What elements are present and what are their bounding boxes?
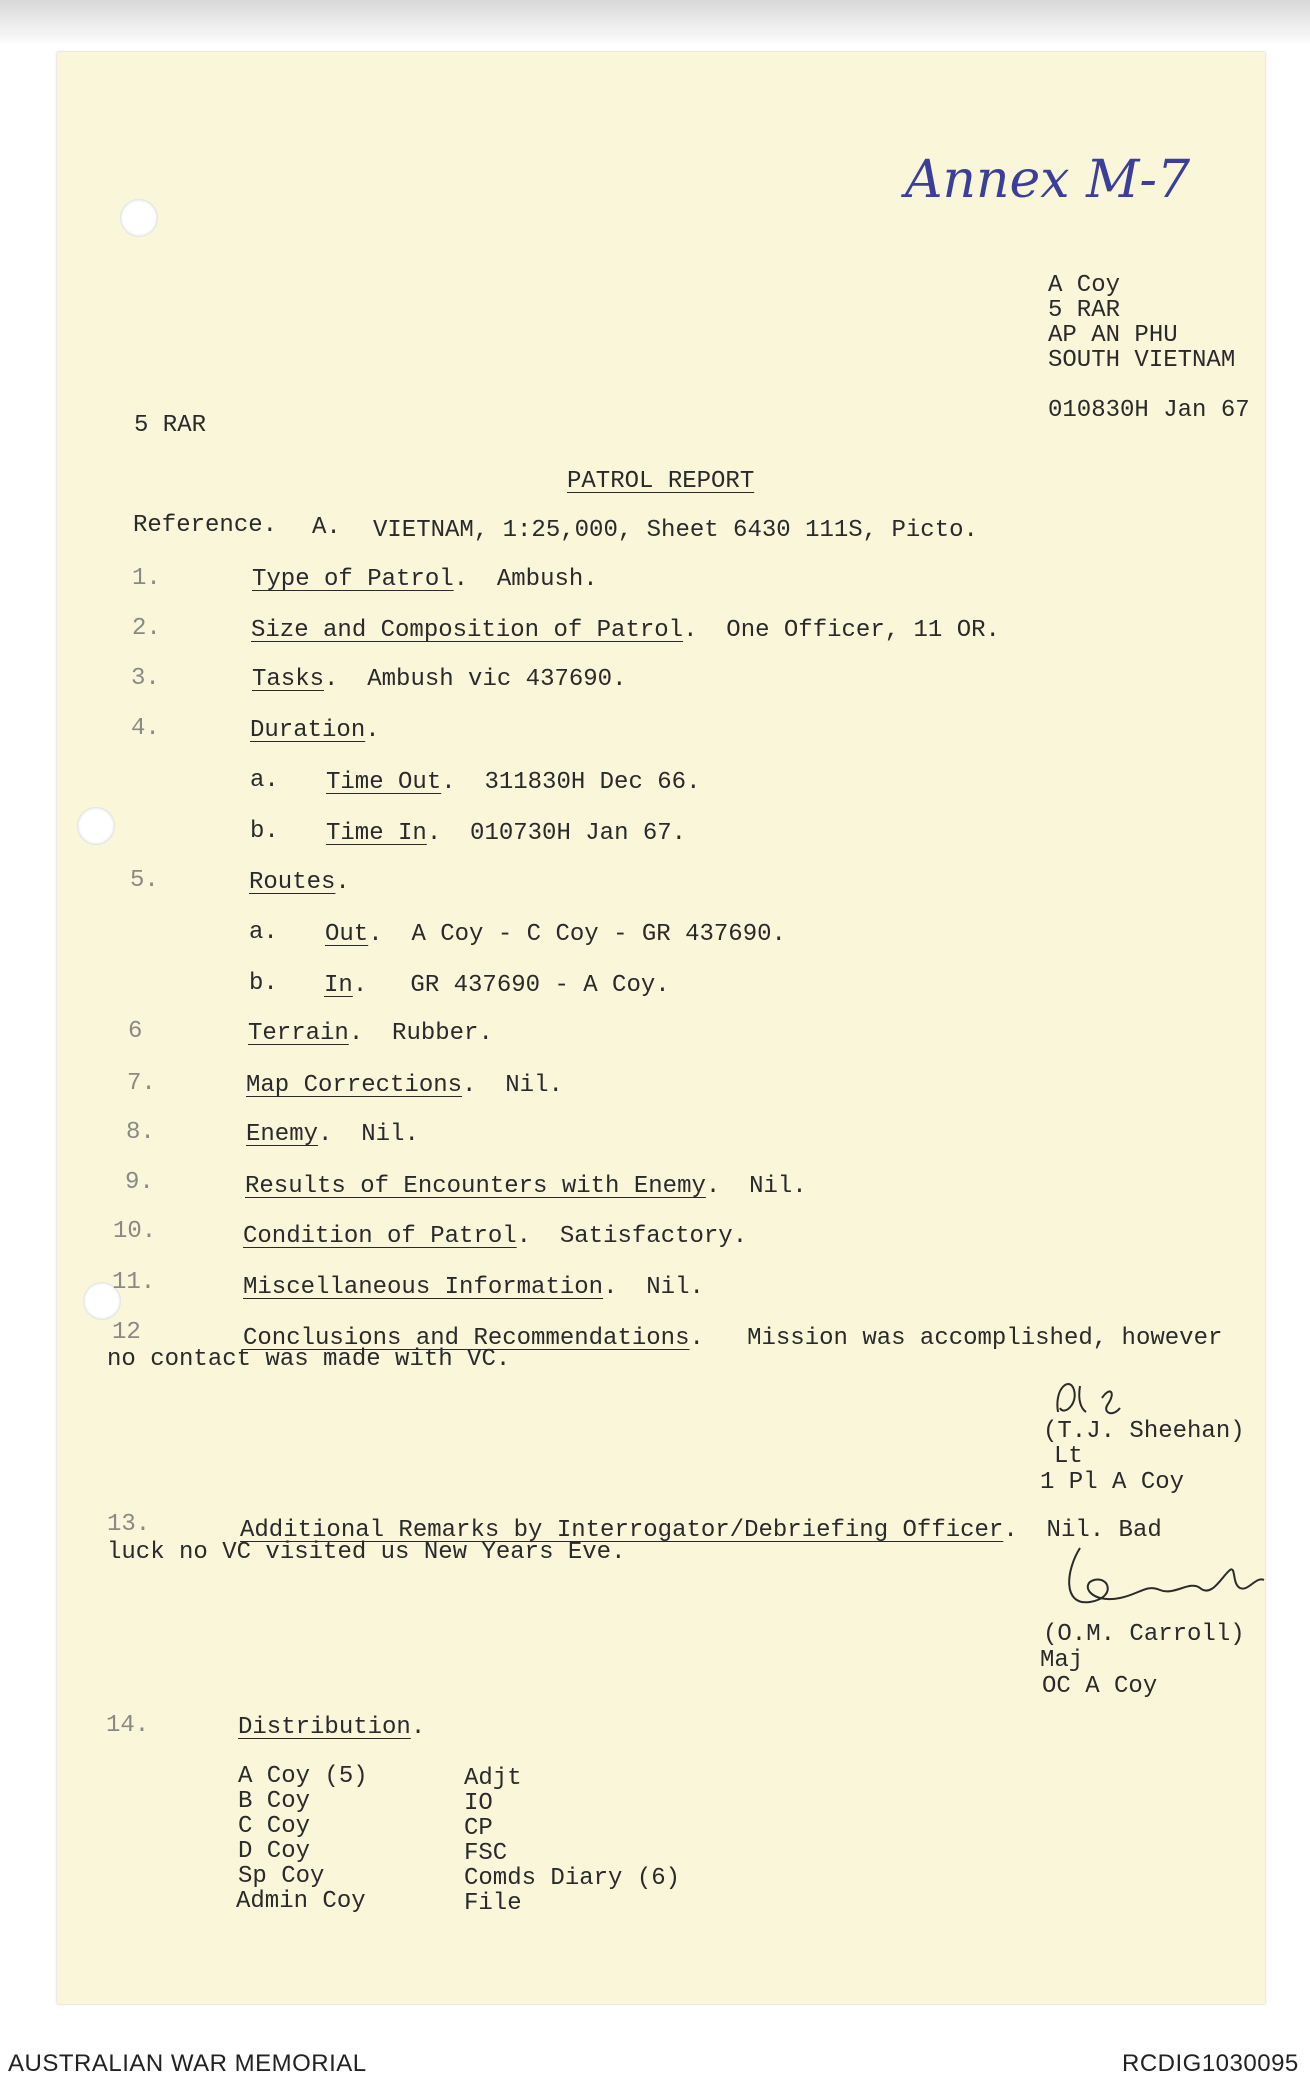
- item-line: Type of Patrol. Ambush.: [252, 566, 598, 593]
- item-line: Time In. 010730H Jan 67.: [326, 820, 687, 847]
- sub-item-letter: b.: [249, 970, 278, 997]
- item-continuation: no contact was made with VC.: [107, 1346, 511, 1373]
- item-heading: Terrain: [248, 1020, 349, 1047]
- signatory-unit: OC A Coy: [1042, 1673, 1158, 1700]
- item-line: Terrain. Rubber.: [248, 1020, 493, 1047]
- item-line: Distribution.: [238, 1714, 426, 1741]
- item-line: Additional Remarks by Interrogator/Debriefing Officer. Nil. Bad: [240, 1517, 1162, 1544]
- sender-line: AP AN PHU: [1048, 322, 1178, 349]
- addressee: 5 RAR: [134, 412, 207, 439]
- item-text: Ambush vic 437690.: [367, 666, 627, 693]
- signatory-name: (O.M. Carroll): [1043, 1621, 1245, 1648]
- item-heading: In: [324, 972, 353, 999]
- item-text: Nil. Bad: [1046, 1517, 1162, 1544]
- item-number: 11.: [112, 1269, 156, 1296]
- distribution-entry: Adjt: [464, 1765, 522, 1792]
- reference-label: Reference.: [133, 512, 278, 539]
- distribution-entry: Admin Coy: [236, 1888, 366, 1915]
- item-heading: Tasks: [252, 666, 325, 693]
- item-text: Rubber.: [392, 1020, 493, 1047]
- handwritten-annex-label: Annex M-7: [905, 150, 1191, 210]
- item-heading: Results of Encounters with Enemy: [245, 1173, 706, 1200]
- item-line: In. GR 437690 - A Coy.: [324, 972, 670, 999]
- signatory-rank: Lt: [1054, 1443, 1083, 1470]
- item-heading: Duration: [250, 717, 366, 744]
- item-line: Size and Composition of Patrol. One Officer, 11 OR.: [251, 617, 1000, 644]
- sub-item-letter: b.: [250, 818, 279, 845]
- item-line: Enemy. Nil.: [246, 1121, 419, 1148]
- item-heading: Conclusions and Recommendations: [243, 1325, 690, 1352]
- item-number: 2.: [132, 615, 161, 642]
- distribution-entry: Comds Diary (6): [464, 1865, 681, 1892]
- item-line: Tasks. Ambush vic 437690.: [252, 666, 627, 693]
- item-heading: Distribution: [238, 1714, 411, 1741]
- item-heading: Condition of Patrol: [243, 1223, 517, 1250]
- item-number: 7.: [127, 1070, 156, 1097]
- item-heading: Size and Composition of Patrol: [251, 617, 684, 644]
- reference-mark: A.: [312, 514, 341, 541]
- item-text: GR 437690 - A Coy.: [410, 972, 670, 999]
- punch-hole-top: [120, 199, 158, 237]
- item-line: Routes.: [249, 869, 350, 896]
- item-heading: Miscellaneous Information: [243, 1274, 604, 1301]
- distribution-entry: File: [464, 1890, 522, 1917]
- item-line: Condition of Patrol. Satisfactory.: [243, 1223, 748, 1250]
- footer-record-id: RCDIG1030095: [1122, 2050, 1299, 2077]
- item-number: 3.: [131, 665, 160, 692]
- item-number: 14.: [106, 1712, 150, 1739]
- item-number: 10.: [113, 1218, 157, 1245]
- date-time-group: 010830H Jan 67: [1048, 397, 1250, 424]
- item-continuation: luck no VC visited us New Years Eve.: [107, 1539, 626, 1566]
- distribution-entry: B Coy: [238, 1788, 311, 1815]
- signatory-rank: Maj: [1040, 1647, 1084, 1674]
- item-text: 010730H Jan 67.: [470, 820, 687, 847]
- item-heading: Out: [325, 921, 369, 948]
- item-heading: Type of Patrol: [252, 566, 454, 593]
- item-text: 311830H Dec 66.: [484, 769, 701, 796]
- distribution-entry: FSC: [464, 1840, 508, 1867]
- item-number: 1.: [132, 565, 161, 592]
- distribution-entry: CP: [464, 1815, 493, 1842]
- item-number: 6: [128, 1018, 143, 1045]
- item-heading: Map Corrections: [246, 1072, 463, 1099]
- item-text: Nil.: [505, 1072, 563, 1099]
- item-line: Miscellaneous Information. Nil.: [243, 1274, 704, 1301]
- item-number: 5.: [130, 867, 159, 894]
- item-number: 13.: [107, 1511, 151, 1538]
- signature-carroll: [1050, 1540, 1270, 1620]
- item-line: Time Out. 311830H Dec 66.: [326, 769, 701, 796]
- sub-item-letter: a.: [249, 919, 278, 946]
- item-line: Duration.: [250, 717, 380, 744]
- item-line: Conclusions and Recommendations. Mission was accomplished, however: [243, 1325, 1223, 1352]
- distribution-entry: Sp Coy: [238, 1863, 325, 1890]
- item-text: Ambush.: [496, 566, 598, 593]
- signatory-name: (T.J. Sheehan): [1043, 1418, 1245, 1445]
- viewer-top-band: [0, 0, 1310, 46]
- reference-text: VIETNAM, 1:25,000, Sheet 6430 111S, Picto.: [373, 517, 978, 544]
- distribution-entry: C Coy: [238, 1813, 311, 1840]
- item-heading: Time In: [326, 820, 427, 847]
- distribution-entry: IO: [464, 1790, 493, 1817]
- item-heading: Additional Remarks by Interrogator/Debriefing Officer: [240, 1517, 1004, 1544]
- footer-institution: AUSTRALIAN WAR MEMORIAL: [8, 2050, 367, 2077]
- signatory-unit: 1 Pl A Coy: [1040, 1469, 1185, 1496]
- item-heading: Time Out: [326, 769, 442, 796]
- sub-item-letter: a.: [250, 767, 279, 794]
- document-title: PATROL REPORT: [567, 468, 755, 495]
- sender-line: 5 RAR: [1048, 297, 1121, 324]
- sender-line: SOUTH VIETNAM: [1048, 347, 1236, 374]
- distribution-entry: D Coy: [238, 1838, 311, 1865]
- item-line: Map Corrections. Nil.: [246, 1072, 563, 1099]
- item-line: Out. A Coy - C Coy - GR 437690.: [325, 921, 786, 948]
- item-number: 8.: [126, 1119, 155, 1146]
- item-text: Nil.: [646, 1274, 704, 1301]
- item-heading: Enemy: [246, 1121, 319, 1148]
- item-line: Results of Encounters with Enemy. Nil.: [245, 1173, 807, 1200]
- item-text: Mission was accomplished, however: [747, 1325, 1223, 1352]
- item-text: Nil.: [361, 1121, 419, 1148]
- item-text: A Coy - C Coy - GR 437690.: [411, 921, 786, 948]
- item-text: Satisfactory.: [559, 1223, 748, 1250]
- distribution-entry: A Coy (5): [238, 1763, 368, 1790]
- item-number: 12: [112, 1319, 141, 1346]
- punch-hole-middle: [77, 807, 115, 845]
- item-number: 4.: [131, 715, 160, 742]
- signature-sheehan: [1050, 1368, 1150, 1423]
- item-text: One Officer, 11 OR.: [726, 617, 1000, 644]
- item-heading: Routes: [249, 869, 336, 896]
- item-number: 9.: [125, 1169, 154, 1196]
- sender-line: A Coy: [1048, 272, 1121, 299]
- item-text: Nil.: [749, 1173, 807, 1200]
